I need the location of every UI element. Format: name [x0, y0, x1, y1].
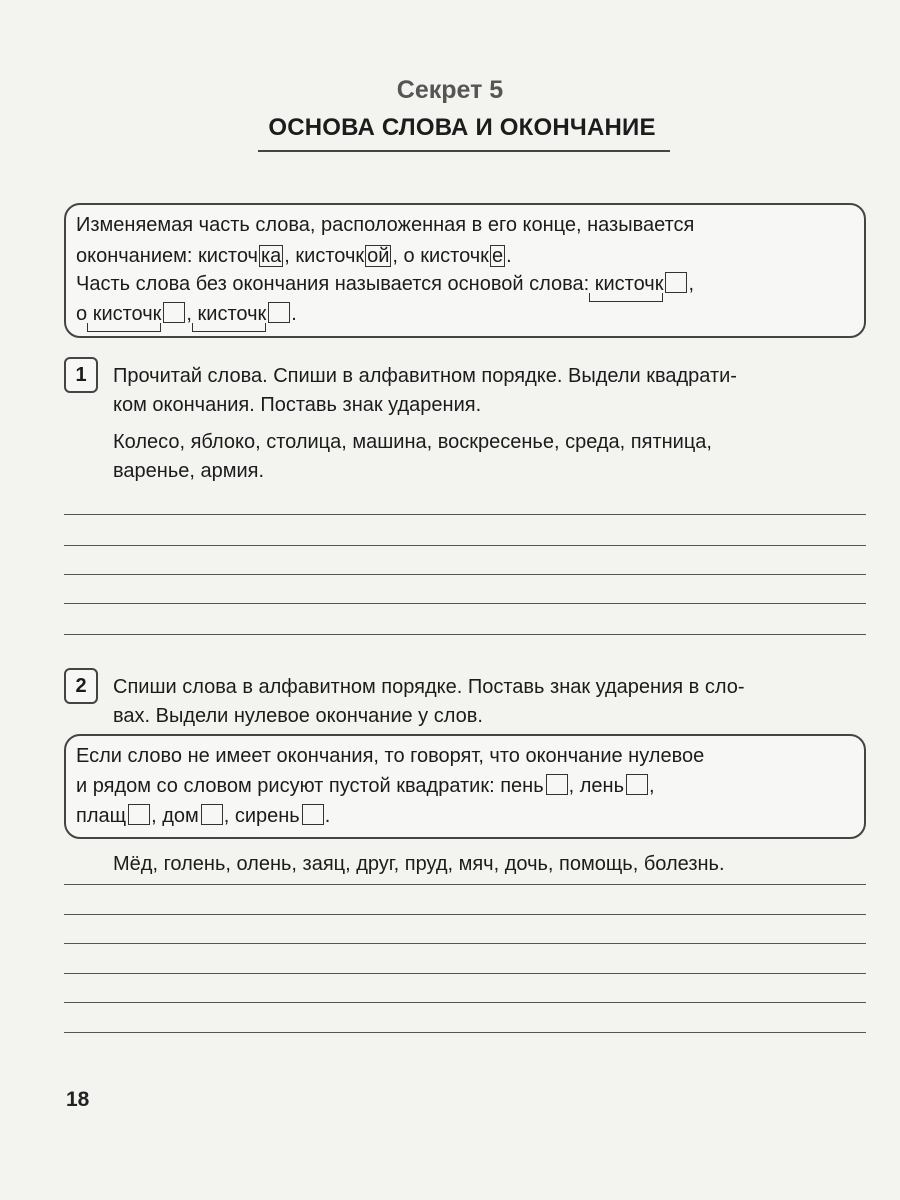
- task-number-badge: 2: [64, 668, 98, 704]
- task2-words: Мёд, голень, олень, заяц, друг, пруд, мяч, дочь, помощь, болезнь.: [113, 853, 725, 875]
- writing-line[interactable]: [64, 574, 866, 575]
- empty-ending-box: [201, 804, 223, 825]
- section-label: Секрет 5: [396, 76, 504, 104]
- empty-ending-box: [163, 302, 185, 323]
- rule2-text: плащ: [76, 805, 127, 827]
- empty-ending-box: [302, 804, 324, 825]
- rule1-text: о: [76, 303, 93, 325]
- writing-line[interactable]: [64, 884, 866, 885]
- ending-box: ка: [260, 245, 282, 267]
- writing-line[interactable]: [64, 914, 866, 915]
- rule1-line2: [76, 242, 512, 270]
- task2-instruction-line2: вах. Выдели нулевое окончание у слов.: [113, 705, 483, 727]
- task-number-badge: 1: [64, 357, 98, 393]
- page-number: 18: [66, 1088, 90, 1111]
- rule2-text: , дом: [151, 805, 199, 827]
- ending-box: е: [491, 245, 504, 267]
- writing-line[interactable]: [64, 634, 866, 635]
- writing-line[interactable]: [64, 514, 866, 515]
- writing-line[interactable]: [64, 1032, 866, 1033]
- rule2-text: ,: [649, 775, 655, 797]
- rule1-text: , о кисточк: [392, 245, 489, 267]
- word-stem-mark: кисточк: [595, 270, 664, 302]
- rule2-line1: Если слово не имеет окончания, то говорят, что окончание нулевое: [76, 745, 705, 767]
- task1-instruction-line1: Прочитай слова. Спиши в алфавитном порядке. Выдели квадрати-: [113, 365, 737, 387]
- empty-ending-box: [665, 272, 687, 293]
- rule1-text: .: [291, 303, 297, 325]
- rule1-text: окончанием: кисточ: [76, 245, 258, 267]
- rule1-line4: [76, 300, 297, 332]
- ending-box: ой: [367, 245, 390, 267]
- rule1-text: Часть слова без окончания называется основой слова:: [76, 273, 595, 295]
- rule1-line1: Изменяемая часть слова, расположенная в его конце, называется: [76, 214, 695, 236]
- empty-ending-box: [626, 774, 648, 795]
- writing-line[interactable]: [64, 973, 866, 974]
- rule2-text: .: [324, 805, 331, 827]
- title-underline: [258, 150, 670, 152]
- rule2-line2: [76, 772, 655, 800]
- rule2-line3: [76, 802, 330, 830]
- page-title: ОСНОВА СЛОВА И ОКОНЧАНИЕ: [268, 114, 656, 141]
- rule2-text: и рядом со словом рисуют пустой квадратик: пень: [76, 775, 544, 797]
- task2-instruction-line1: Спиши слова в алфавитном порядке. Поставь знак ударения в сло-: [113, 676, 745, 698]
- word-stem-mark: кисточк: [198, 300, 267, 332]
- writing-line[interactable]: [64, 1002, 866, 1003]
- rule2-text: , лень: [568, 775, 625, 797]
- empty-ending-box: [546, 774, 568, 795]
- writing-line[interactable]: [64, 603, 866, 604]
- rule1-text: ,: [688, 273, 695, 295]
- writing-line[interactable]: [64, 943, 866, 944]
- writing-line[interactable]: [64, 545, 866, 546]
- rule2-text: , сирень: [223, 805, 300, 827]
- empty-ending-box: [268, 302, 290, 323]
- rule1-line3: [76, 270, 694, 302]
- rule1-text: , кисточк: [284, 245, 365, 267]
- task1-instruction-line2: ком окончания. Поставь знак ударения.: [113, 394, 482, 416]
- rule1-text: ,: [186, 303, 198, 325]
- word-stem-mark: кисточк: [93, 300, 162, 332]
- empty-ending-box: [128, 804, 150, 825]
- task1-words-line2: варенье, армия.: [113, 460, 265, 482]
- task1-words-line1: Колесо, яблоко, столица, машина, воскресенье, среда, пятница,: [113, 431, 712, 453]
- rule1-text: .: [506, 245, 512, 267]
